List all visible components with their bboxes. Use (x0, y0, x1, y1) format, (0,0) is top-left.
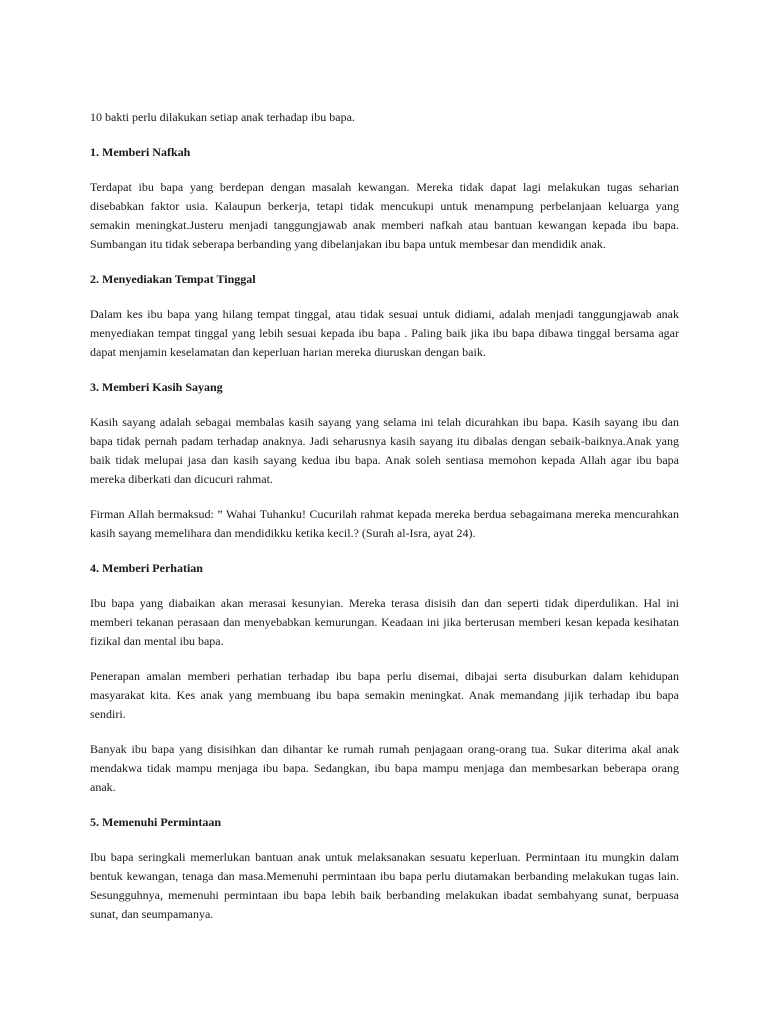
section-heading-memberi-perhatian: 4. Memberi Perhatian (90, 561, 203, 575)
section-heading-memberi-kasih-sayang: 3. Memberi Kasih Sayang (90, 380, 223, 394)
section-paragraph: Kasih sayang adalah sebagai membalas kasih sayang yang selama ini telah dicurahkan ibu bapa. Kasih sayang ibu dan bapa tidak pernah padam terhadap anaknya. Jadi seharusnya kasih sayang itu dibalas dengan sebaik-baiknya.Anak yang baik tidak melupai jasa dan kasih sayang kedua ibu bapa. Anak soleh sentiasa memohon kepada Allah agar ibu bapa mereka diberkati dan dicucuri rahmat. (90, 415, 679, 486)
section-paragraph: Terdapat ibu bapa yang berdepan dengan masalah kewangan. Mereka tidak dapat lagi melakukan tugas seharian disebabkan faktor usia. Kalaupun berkerja, tetapi tidak mencukupi untuk menampung perbelanjaan keluarga yang semakin meningkat.Justeru menjadi tanggungjawab anak memberi nafkah atau bantuan kewangan kepada ibu bapa. Sumbangan itu tidak seberapa berbanding yang dibelanjakan ibu bapa untuk membesar dan mendidik anak. (90, 180, 679, 251)
section-paragraph: Banyak ibu bapa yang disisihkan dan dihantar ke rumah rumah penjagaan orang-orang tua. Sukar diterima akal anak mendakwa tidak mampu menjaga ibu bapa. Sedangkan, ibu bapa mampu menjaga dan membesarkan beberapa orang anak. (90, 742, 679, 794)
section-heading-memberi-nafkah: 1. Memberi Nafkah (90, 145, 191, 159)
section-heading-menyediakan-tempat-tinggal: 2. Menyediakan Tempat Tinggal (90, 272, 256, 286)
section-paragraph: Dalam kes ibu bapa yang hilang tempat tinggal, atau tidak sesuai untuk didiami, adalah menjadi tanggungjawab anak menyediakan tempat tinggal yang lebih sesuai kepada ibu bapa . Paling baik jika ibu bapa dibawa tinggal bersama agar dapat menjamin keselamatan dan keperluan harian mereka diuruskan dengan baik. (90, 307, 679, 359)
document-intro: 10 bakti perlu dilakukan setiap anak terhadap ibu bapa. (90, 110, 355, 124)
section-heading-memenuhi-permintaan: 5. Memenuhi Permintaan (90, 815, 221, 829)
section-paragraph: Ibu bapa seringkali memerlukan bantuan anak untuk melaksanakan sesuatu keperluan. Permintaan itu mungkin dalam bentuk kewangan, tenaga dan masa.Memenuhi permintaan ibu bapa perlu diutamakan berbanding melakukan tugas lain. Sesungguhnya, memenuhi permintaan ibu bapa lebih baik berbanding melakukan ibadat sembahyang sunat, berpuasa sunat, dan seumpamanya. (90, 850, 679, 921)
section-paragraph: Ibu bapa yang diabaikan akan merasai kesunyian. Mereka terasa disisih dan dan seperti tidak diperdulikan. Hal ini memberi tekanan perasaan dan menyebabkan kemurungan. Keadaan ini jika berterusan memberi kesan kepada kesihatan fizikal dan mental ibu bapa. (90, 596, 679, 648)
section-paragraph: Firman Allah bermaksud: ” Wahai Tuhanku! Cucurilah rahmat kepada mereka berdua sebagaimana mereka mencurahkan kasih sayang memelihara dan mendidikku ketika kecil.? (Surah al-Isra, ayat 24). (90, 507, 679, 540)
section-paragraph: Penerapan amalan memberi perhatian terhadap ibu bapa perlu disemai, dibajai serta disuburkan dalam kehidupan masyarakat kita. Kes anak yang membuang ibu bapa semakin meningkat. Anak memandang jijik terhadap ibu bapa sendiri. (90, 669, 679, 721)
document-page (90, 108, 679, 940)
